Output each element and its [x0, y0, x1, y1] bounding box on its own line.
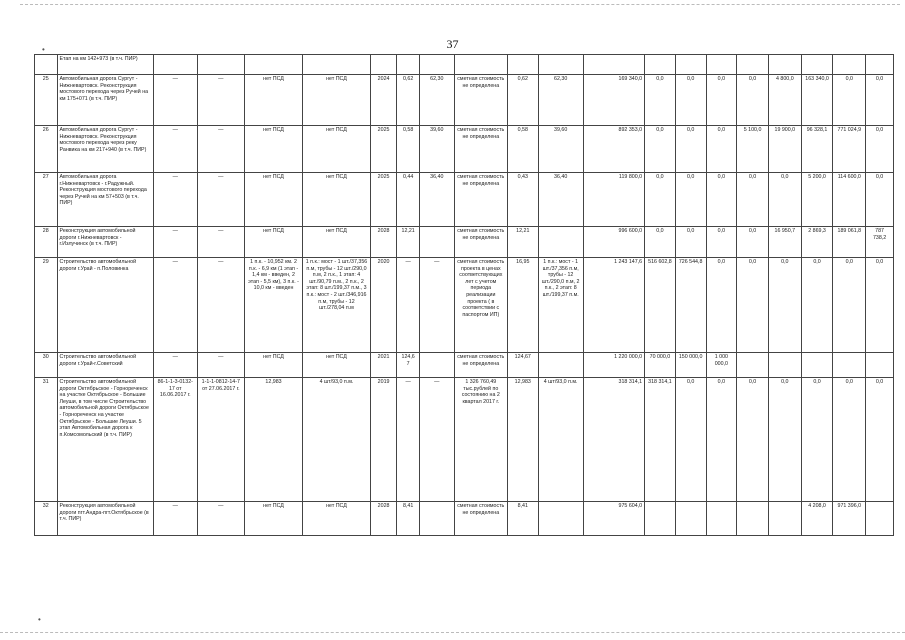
object-name: Строительство автомобильной дороги г.Урай-г.Советский: [57, 353, 153, 378]
table-cell: 0,0: [801, 258, 833, 353]
table-cell: 2019: [370, 378, 397, 502]
table-cell: 4 шт/93,0 п.м.: [538, 378, 583, 502]
table-cell: 0,0: [645, 227, 676, 258]
table-cell: 16,95: [507, 258, 538, 353]
table-cell: [419, 502, 454, 536]
table-cell: 0,62: [507, 75, 538, 126]
row-number: 28: [35, 227, 58, 258]
table-cell: 0,0: [675, 173, 706, 227]
table-cell: [538, 227, 583, 258]
table-cell: —: [197, 258, 244, 353]
table-cell: 0,0: [737, 173, 769, 227]
table-cell: 726 544,8: [675, 258, 706, 353]
road-projects-table: [34, 54, 894, 536]
table-cell: 0,0: [833, 258, 866, 353]
table-cell: 39,60: [538, 126, 583, 173]
table-cell: 0,0: [866, 258, 894, 353]
table-cell: [645, 55, 676, 75]
table-cell: 169 340,0: [583, 75, 644, 126]
table-cell: [35, 55, 58, 75]
table-cell: нет ПСД: [244, 353, 302, 378]
page-number: 37: [446, 37, 459, 51]
table-cell: сметная стоимость проекта в ценах соответствующих лет с учетом периода реализации проекта ( в соответствии с паспортом ИП): [454, 258, 507, 353]
table-cell: —: [153, 258, 197, 353]
table-cell: 0,0: [675, 126, 706, 173]
table-cell: 0,0: [706, 173, 737, 227]
table-cell: [833, 55, 866, 75]
table-cell: 0,0: [675, 378, 706, 502]
table-cell: —: [197, 502, 244, 536]
table-cell: 124,67: [507, 353, 538, 378]
table-cell: нет ПСД: [303, 502, 371, 536]
table-row: [35, 378, 894, 502]
table-cell: [706, 55, 737, 75]
table-cell: сметная стоимость не определена: [454, 353, 507, 378]
table-cell: [801, 55, 833, 75]
table-cell: [768, 502, 801, 536]
table-cell: —: [197, 173, 244, 227]
table-cell: 0,0: [866, 173, 894, 227]
table-cell: нет ПСД: [244, 227, 302, 258]
table-cell: 1 326 760,49 тыс.рублей по состоянию на 2 квартал 2017 г.: [454, 378, 507, 502]
scan-mark: •: [42, 45, 45, 54]
table-cell: 5 200,0: [801, 173, 833, 227]
table-cell: 0,0: [833, 378, 866, 502]
table-cell: [737, 353, 769, 378]
table-cell: 62,30: [538, 75, 583, 126]
table-cell: 2028: [370, 502, 397, 536]
table-cell: сметная стоимость не определена: [454, 502, 507, 536]
table-cell: нет ПСД: [303, 126, 371, 173]
table-cell: нет ПСД: [244, 75, 302, 126]
table-cell: 0,0: [675, 75, 706, 126]
table-cell: [583, 55, 644, 75]
table-cell: 2020: [370, 258, 397, 353]
table-cell: 4 шт/93,0 п.м.: [303, 378, 371, 502]
table-cell: 62,30: [419, 75, 454, 126]
table-cell: 1 п.к.: мост - 1 шт./37,356 п.м, трубы - 12 шт./290,0 п.м, 2 п.к., 2 этап: 8 шт./199,37 п.м.: [538, 258, 583, 353]
table-cell: 12,21: [397, 227, 420, 258]
table-cell: [538, 502, 583, 536]
table-cell: 0,58: [507, 126, 538, 173]
table-cell: [397, 55, 420, 75]
table-cell: [419, 55, 454, 75]
table-cell: нет ПСД: [303, 227, 371, 258]
table-cell: [737, 55, 769, 75]
table-cell: 12,983: [244, 378, 302, 502]
table-cell: [866, 353, 894, 378]
table-cell: —: [153, 353, 197, 378]
table-cell: [833, 353, 866, 378]
row-number: 27: [35, 173, 58, 227]
table-cell: —: [197, 227, 244, 258]
table-cell: 1 п.к.: мост - 1 шт./37,356 п.м, трубы - 12 шт./290,0 п.м, 2 п.к., 1 этап: 4 шт./90,79 п.м., 2 п.к., 2 этап: 8 шт./199,37 п.м., 3 п.к.: мост - 2 шт./346,916 п.м, трубы - 12 шт./278,04 п.м: [303, 258, 371, 353]
table-cell: 12,21: [507, 227, 538, 258]
table-cell: 150 000,0: [675, 353, 706, 378]
table-cell: 0,0: [645, 75, 676, 126]
table-cell: 0,0: [866, 126, 894, 173]
table-cell: [197, 55, 244, 75]
table-cell: [419, 227, 454, 258]
table-row: [35, 173, 894, 227]
object-name: Строительство автомобильной дороги Октябрьское - Горнореченск на участке Октябрьское - Большие Леуши, в том числе Строительство автомобильной дороги Октябрьское - Горнореченск на участке Октябрьское - Большие Леуши. 5 этап Автомобильная дорога к п.Комсомольский (в т.ч. ПИР): [57, 378, 153, 502]
table-row: [35, 353, 894, 378]
table-cell: 1 п.к. - 10,952 км. 2 п.к. - 6,9 км (1 этап - 1,4 км - введен, 2 этап - 5,5 км), 3 п.к. - 10,0 км - введен: [244, 258, 302, 353]
table-cell: 1-1-1-0812-14-7 от 27.06.2017 г.: [197, 378, 244, 502]
table-cell: 0,0: [737, 227, 769, 258]
table-cell: 0,0: [737, 378, 769, 502]
row-number: 32: [35, 502, 58, 536]
table-cell: [675, 502, 706, 536]
table-cell: [866, 55, 894, 75]
object-name: Автомобильная дорога г.Нижневартовск - г.Радужный. Реконструкция мостового перехода через Ручей на км 57+503 (в т.ч. ПИР): [57, 173, 153, 227]
table-cell: —: [197, 126, 244, 173]
table-cell: 2 869,3: [801, 227, 833, 258]
table-cell: 0,0: [706, 126, 737, 173]
table-cell: [737, 502, 769, 536]
table-row: [35, 55, 894, 75]
table-cell: 4 208,0: [801, 502, 833, 536]
table-cell: [675, 55, 706, 75]
table-cell: 119 800,0: [583, 173, 644, 227]
table-cell: 0,0: [833, 75, 866, 126]
table-cell: [303, 55, 371, 75]
table-cell: [768, 353, 801, 378]
row-number: 26: [35, 126, 58, 173]
table-cell: [370, 55, 397, 75]
table-cell: [801, 353, 833, 378]
table-cell: 96 328,1: [801, 126, 833, 173]
table-cell: сметная стоимость не определена: [454, 227, 507, 258]
table-cell: нет ПСД: [244, 173, 302, 227]
row-number: 31: [35, 378, 58, 502]
table-row: [35, 227, 894, 258]
table-cell: 12,983: [507, 378, 538, 502]
table-cell: 16 950,7: [768, 227, 801, 258]
table-cell: нет ПСД: [303, 75, 371, 126]
top-scan-edge: [20, 4, 900, 5]
table-cell: нет ПСД: [303, 173, 371, 227]
row-number: 29: [35, 258, 58, 353]
table-cell: [454, 55, 507, 75]
table-cell: —: [397, 258, 420, 353]
table-cell: [419, 353, 454, 378]
table-cell: нет ПСД: [244, 502, 302, 536]
table-cell: 114 600,0: [833, 173, 866, 227]
scan-mark: •: [38, 615, 41, 624]
table-cell: —: [153, 126, 197, 173]
table-cell: —: [153, 502, 197, 536]
table-cell: —: [153, 227, 197, 258]
table-cell: 975 604,0: [583, 502, 644, 536]
table-cell: 0,0: [801, 378, 833, 502]
table-cell: сметная стоимость не определена: [454, 173, 507, 227]
table-cell: 771 024,9: [833, 126, 866, 173]
table-cell: [538, 353, 583, 378]
table-cell: —: [197, 353, 244, 378]
table-cell: 0,0: [645, 173, 676, 227]
table-cell: 516 602,8: [645, 258, 676, 353]
table-cell: нет ПСД: [244, 126, 302, 173]
continuation-text: Етап на км 142+973 (в т.ч. ПИР): [57, 55, 153, 75]
table-cell: нет ПСД: [303, 353, 371, 378]
table-cell: 0,58: [397, 126, 420, 173]
table-cell: 0,0: [866, 378, 894, 502]
table-cell: —: [419, 378, 454, 502]
table-cell: 5 100,0: [737, 126, 769, 173]
table-cell: 0,0: [706, 75, 737, 126]
table-cell: 318 314,1: [583, 378, 644, 502]
table-cell: [244, 55, 302, 75]
table-cell: 2025: [370, 126, 397, 173]
table-cell: 0,0: [706, 227, 737, 258]
table-cell: 70 000,0: [645, 353, 676, 378]
table-cell: 19 900,0: [768, 126, 801, 173]
object-name: Реконструкция автомобильной дороги пгт.Андра-пгт.Октябрьское (в т.ч. ПИР): [57, 502, 153, 536]
table-cell: 0,62: [397, 75, 420, 126]
table-cell: сметная стоимость не определена: [454, 75, 507, 126]
table-cell: 8,41: [397, 502, 420, 536]
table-row: [35, 126, 894, 173]
table-cell: 8,41: [507, 502, 538, 536]
bottom-scan-edge: [0, 632, 905, 633]
table-cell: [153, 55, 197, 75]
table-cell: 0,0: [675, 227, 706, 258]
table-cell: 971 396,0: [833, 502, 866, 536]
table-cell: —: [153, 173, 197, 227]
table-cell: 36,40: [419, 173, 454, 227]
table-cell: 0,0: [768, 173, 801, 227]
table-cell: 86-1-1-3-0132-17 от 16.06.2017 г.: [153, 378, 197, 502]
table-cell: —: [197, 75, 244, 126]
table-cell: 0,0: [737, 258, 769, 353]
table-cell: 39,60: [419, 126, 454, 173]
table-cell: 1 000 000,0: [706, 353, 737, 378]
table-cell: 996 600,0: [583, 227, 644, 258]
table-cell: 0,0: [737, 75, 769, 126]
table-cell: —: [397, 378, 420, 502]
table-cell: 0,0: [706, 378, 737, 502]
object-name: Реконструкция автомобильной дороги г.Нижневартовск - г.Излучинск (в т.ч. ПИР): [57, 227, 153, 258]
table-cell: 189 061,8: [833, 227, 866, 258]
table-cell: 0,0: [866, 75, 894, 126]
table-cell: 2021: [370, 353, 397, 378]
table-cell: 787 738,2: [866, 227, 894, 258]
table-row: [35, 502, 894, 536]
table-cell: 2025: [370, 173, 397, 227]
table-cell: [645, 502, 676, 536]
table-cell: 0,0: [768, 378, 801, 502]
table-cell: —: [419, 258, 454, 353]
table-row: [35, 258, 894, 353]
row-number: 25: [35, 75, 58, 126]
table-cell: 163 340,0: [801, 75, 833, 126]
table-cell: 2024: [370, 75, 397, 126]
table-cell: [706, 502, 737, 536]
table-cell: 0,0: [768, 258, 801, 353]
table-cell: сметная стоимость не определена: [454, 126, 507, 173]
table-cell: 1 243 147,6: [583, 258, 644, 353]
table-cell: [866, 502, 894, 536]
table-cell: 892 353,0: [583, 126, 644, 173]
table-cell: 0,43: [507, 173, 538, 227]
table-cell: 318 314,1: [645, 378, 676, 502]
table-cell: 124,6 7: [397, 353, 420, 378]
table-row: [35, 75, 894, 126]
table-cell: 0,44: [397, 173, 420, 227]
object-name: Строительство автомобильной дороги г.Урай - п.Половинка: [57, 258, 153, 353]
table-cell: 0,0: [706, 258, 737, 353]
table-cell: [507, 55, 538, 75]
table-cell: 4 800,0: [768, 75, 801, 126]
table-cell: 1 220 000,0: [583, 353, 644, 378]
object-name: Автомобильная дорога Сургут - Нижневартовск. Реконструкция мостового перехода через реку Ранвика на км 217+940 (в т.ч. ПИР): [57, 126, 153, 173]
table-cell: 36,40: [538, 173, 583, 227]
table-cell: 2028: [370, 227, 397, 258]
object-name: Автомобильная дорога Сургут - Нижневартовск. Реконструкция мостового перехода через Ручей на км 175+071 (в т.ч. ПИР): [57, 75, 153, 126]
table-cell: [768, 55, 801, 75]
table-cell: [538, 55, 583, 75]
row-number: 30: [35, 353, 58, 378]
table-cell: 0,0: [645, 126, 676, 173]
table-cell: —: [153, 75, 197, 126]
